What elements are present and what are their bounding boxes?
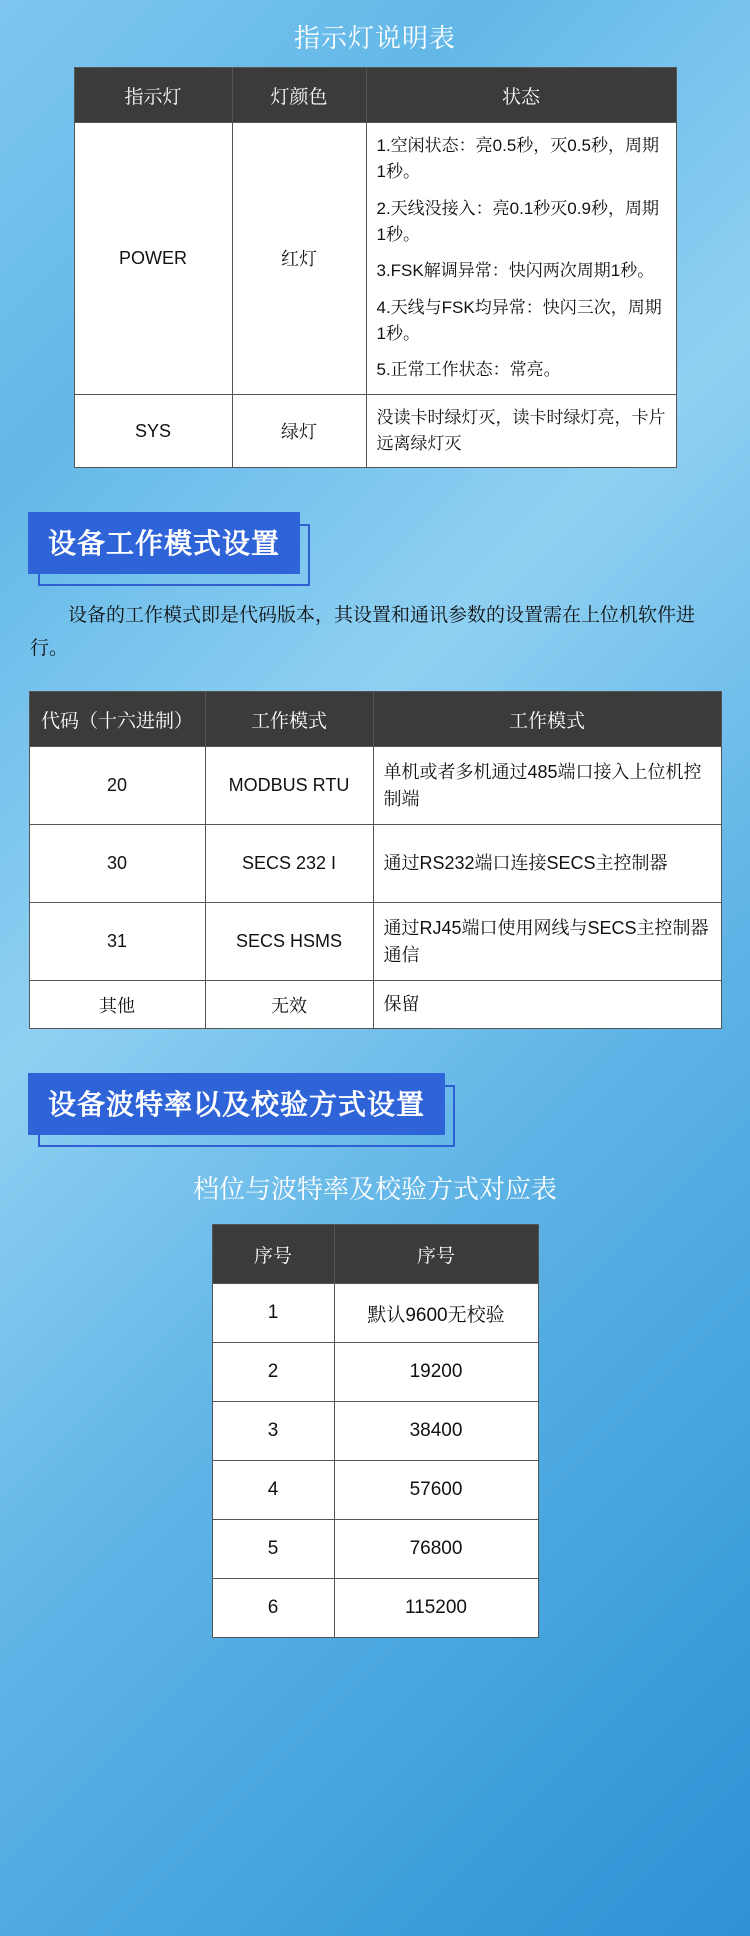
cell-index: 4	[212, 1461, 334, 1520]
table-row	[29, 981, 721, 1029]
cell-color-power: 红灯	[232, 123, 366, 395]
column-header-color: 灯颜色	[232, 68, 366, 123]
column-header-indicator: 指示灯	[74, 68, 232, 123]
cell-index: 2	[212, 1343, 334, 1402]
cell-value: 默认9600无校验	[334, 1284, 538, 1343]
table-row	[29, 747, 721, 825]
cell-code: 20	[29, 747, 205, 825]
table-row	[74, 394, 676, 468]
table-row	[212, 1402, 538, 1461]
table-row	[29, 903, 721, 981]
status-line-3: 3.FSK解调异常：快闪两次周期1秒。	[376, 261, 655, 281]
baud-table-title: 档位与波特率及校验方式对应表	[192, 1174, 557, 1205]
status-line-1: 没读卡时绿灯灭，读卡时绿灯亮，卡片远离绿灯灭	[376, 407, 666, 454]
column-header-index: 序号	[212, 1225, 334, 1284]
cell-code: 31	[29, 903, 205, 981]
cell-mode: 无效	[205, 981, 373, 1029]
baudrate-table	[212, 1224, 539, 1638]
indicator-table-title: 指示灯说明表	[293, 23, 456, 53]
cell-indicator-sys: SYS	[74, 394, 232, 468]
column-header-status: 状态	[366, 68, 676, 123]
cell-color-sys: 绿灯	[232, 394, 366, 468]
cell-code: 其他	[29, 981, 205, 1029]
cell-index: 3	[212, 1402, 334, 1461]
status-line-2: 2.天线没接入：亮0.1秒灭0.9秒，周期1秒。	[376, 198, 659, 245]
cell-value: 38400	[334, 1402, 538, 1461]
table-header-row	[212, 1225, 538, 1284]
cell-index: 5	[212, 1520, 334, 1579]
status-line-5: 5.正常工作状态：常亮。	[376, 360, 561, 380]
cell-mode-desc: 通过RS232端口连接SECS主控制器	[373, 825, 721, 903]
cell-status-power	[366, 123, 676, 395]
cell-value: 76800	[334, 1520, 538, 1579]
table-row	[212, 1461, 538, 1520]
cell-value: 57600	[334, 1461, 538, 1520]
banner-label: 设备工作模式设置	[28, 512, 300, 574]
cell-status-sys	[366, 394, 676, 468]
column-header-mode: 工作模式	[205, 692, 373, 747]
cell-mode: MODBUS RTU	[205, 747, 373, 825]
workmode-paragraph: 设备的工作模式即是代码版本，其设置和通讯参数的设置需在上位机软件进行。	[30, 605, 696, 659]
table-row	[212, 1284, 538, 1343]
cell-mode: SECS 232 I	[205, 825, 373, 903]
cell-index: 1	[212, 1284, 334, 1343]
section-banner-baudrate	[28, 1073, 445, 1135]
table-row	[74, 123, 676, 395]
cell-mode-desc: 通过RJ45端口使用网线与SECS主控制器通信	[373, 903, 721, 981]
cell-value: 19200	[334, 1343, 538, 1402]
status-line-4: 4.天线与FSK均异常：快闪三次，周期1秒。	[376, 297, 662, 344]
column-header-mode-desc: 工作模式	[373, 692, 721, 747]
cell-mode-desc: 单机或者多机通过485端口接入上位机控制端	[373, 747, 721, 825]
table-header-row	[74, 68, 676, 123]
banner-label: 设备波特率以及校验方式设置	[28, 1073, 445, 1135]
table-row	[212, 1579, 538, 1638]
table-row	[212, 1520, 538, 1579]
column-header-code: 代码（十六进制）	[29, 692, 205, 747]
cell-mode-desc: 保留	[373, 981, 721, 1029]
cell-code: 30	[29, 825, 205, 903]
table-row	[212, 1343, 538, 1402]
cell-mode: SECS HSMS	[205, 903, 373, 981]
cell-indicator-power: POWER	[74, 123, 232, 395]
cell-value: 115200	[334, 1579, 538, 1638]
status-line-1: 1.空闲状态：亮0.5秒，灭0.5秒，周期1秒。	[376, 136, 659, 182]
table-row	[29, 825, 721, 903]
indicator-table	[74, 67, 677, 468]
column-header-value: 序号	[334, 1225, 538, 1284]
workmode-table	[29, 691, 722, 1029]
table-header-row	[29, 692, 721, 747]
section-banner-workmode	[28, 512, 300, 574]
cell-index: 6	[212, 1579, 334, 1638]
